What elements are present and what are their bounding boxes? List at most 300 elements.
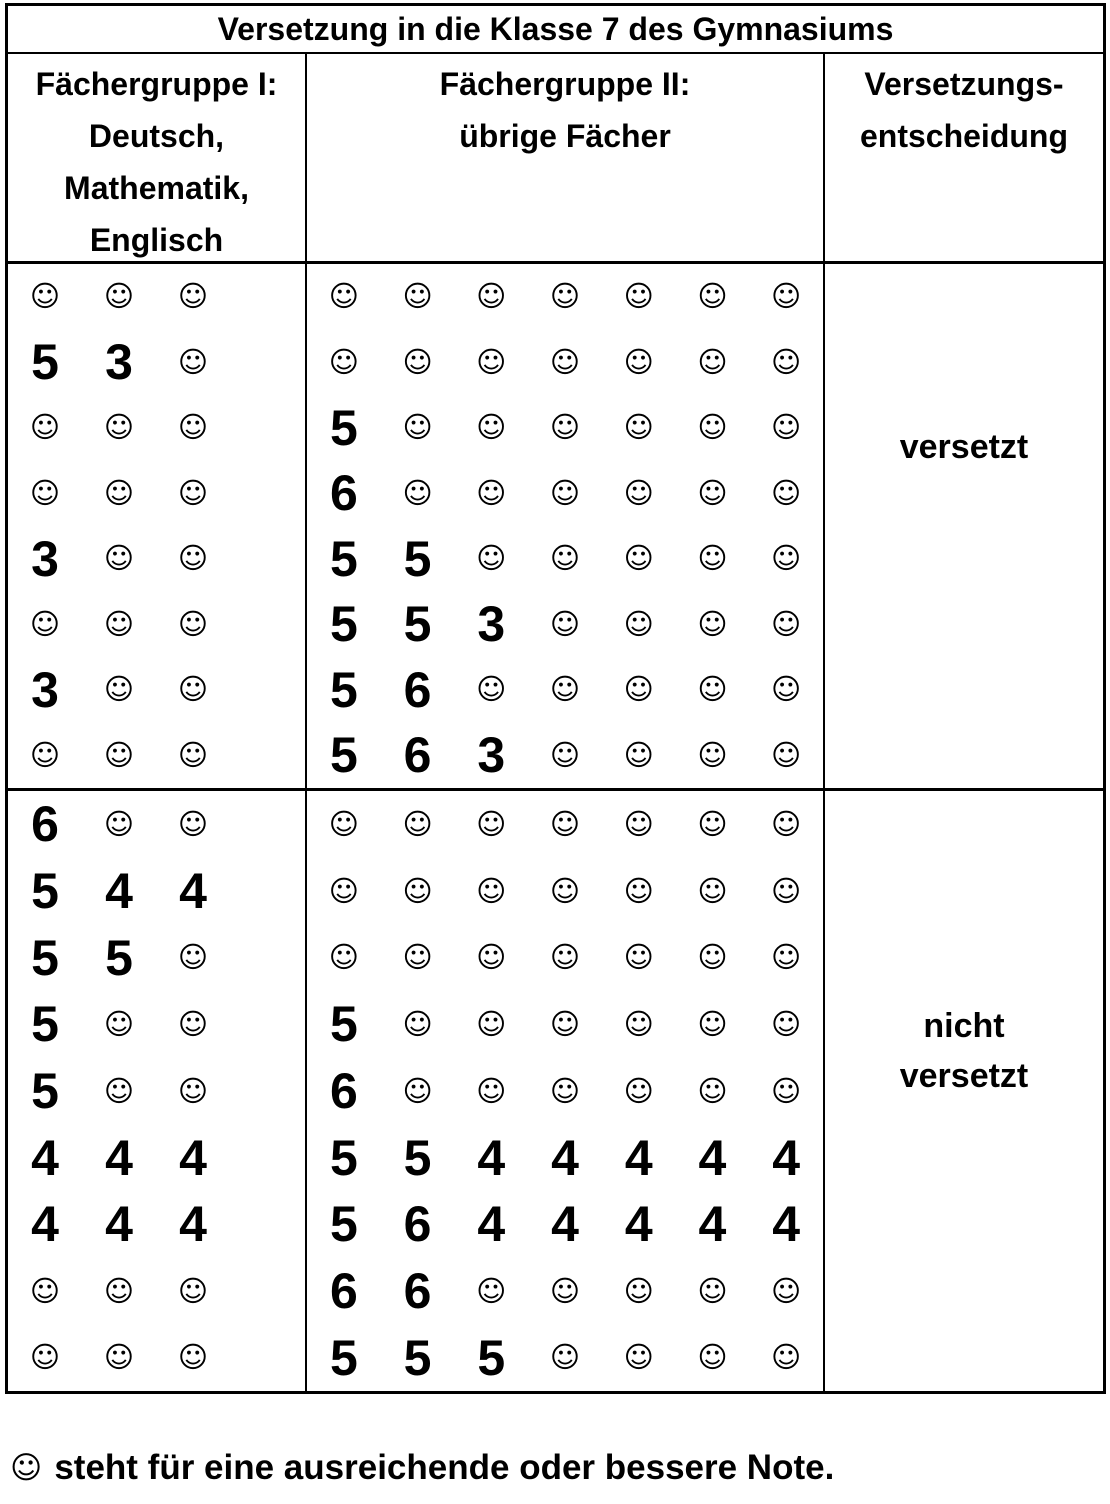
- smiley-icon: ☺: [402, 873, 433, 908]
- grade-cell: [454, 1273, 528, 1308]
- smiley-icon: ☺: [549, 344, 581, 379]
- grade-cell: [381, 1129, 455, 1186]
- smiley-icon: ☺: [328, 940, 359, 975]
- grade-cell: [454, 475, 528, 510]
- grade-cell: [528, 1129, 602, 1186]
- grade-cell: [676, 606, 750, 641]
- smiley-icon: ☺: [771, 1073, 802, 1108]
- smiley-icon: ☺: [177, 1006, 209, 1041]
- grade-cell: [528, 1273, 602, 1308]
- smiley-icon: ☺: [623, 940, 654, 975]
- grade-cell: [528, 344, 602, 379]
- smiley-icon: ☺: [10, 1449, 43, 1486]
- grade-cell: [381, 1073, 455, 1108]
- grade-cell: [156, 1196, 230, 1253]
- smiley-icon: ☺: [476, 873, 507, 908]
- grade-cell: [156, 1073, 230, 1108]
- grade-cell: [82, 606, 156, 641]
- grade-value: 6: [329, 1063, 358, 1120]
- grade-value: 5: [477, 1329, 506, 1386]
- grade-cell: [749, 410, 823, 445]
- decision-label: versetzt: [899, 1057, 1029, 1095]
- grade-row: [8, 1124, 305, 1191]
- grade-cell: [8, 1063, 82, 1120]
- grade-cell: [454, 279, 528, 314]
- grade-row: [8, 592, 305, 658]
- grade-cell: [602, 606, 676, 641]
- grade-value: 4: [698, 1196, 727, 1253]
- grade-cell: [82, 672, 156, 707]
- legend: [10, 1442, 834, 1494]
- grade-cell: [156, 863, 230, 919]
- grade-cell: [156, 475, 230, 510]
- smiley-icon: ☺: [771, 344, 802, 379]
- grade-row: [307, 1191, 823, 1258]
- grade-cell: [82, 1273, 156, 1308]
- header-versetzungsentscheidung: [825, 54, 1103, 261]
- smiley-icon: ☺: [549, 737, 581, 772]
- smiley-icon: ☺: [476, 344, 507, 379]
- smiley-icon: ☺: [476, 1273, 507, 1308]
- decision-label: nicht: [923, 1007, 1005, 1045]
- grade-cell: [528, 606, 602, 641]
- grade-cell: [82, 279, 156, 314]
- smiley-icon: ☺: [103, 606, 135, 641]
- smiley-icon: ☺: [177, 475, 209, 510]
- smiley-icon: ☺: [771, 806, 802, 841]
- smiley-icon: ☺: [623, 475, 654, 510]
- smiley-icon: ☺: [623, 1073, 654, 1108]
- grade-cell: [156, 344, 230, 379]
- smiley-icon: ☺: [177, 1340, 209, 1375]
- grade-cell: [381, 727, 455, 784]
- grade-cell: [749, 1340, 823, 1375]
- grade-value: 5: [403, 1129, 432, 1186]
- smiley-icon: ☺: [328, 344, 359, 379]
- grade-row: [307, 1058, 823, 1125]
- smiley-icon: ☺: [103, 1006, 135, 1041]
- grade-cell: [676, 1006, 750, 1041]
- grade-cell: [676, 940, 750, 975]
- smiley-icon: ☺: [771, 541, 802, 576]
- grade-row: [307, 858, 823, 925]
- grade-value: 4: [772, 1129, 801, 1186]
- smiley-icon: ☺: [476, 806, 507, 841]
- header-line: Mathematik,: [64, 170, 249, 206]
- grade-cell: [307, 1196, 381, 1253]
- grade-cell: [454, 541, 528, 576]
- grade-cell: [528, 410, 602, 445]
- grade-value: 4: [698, 1129, 727, 1186]
- grade-cell: [454, 727, 528, 784]
- grade-cell: [8, 1129, 82, 1186]
- grade-value: 3: [477, 727, 506, 784]
- smiley-icon: ☺: [29, 410, 61, 445]
- grade-cell: [82, 1340, 156, 1375]
- smiley-icon: ☺: [697, 541, 728, 576]
- grade-cell: [156, 1129, 230, 1186]
- grades-group1: [8, 264, 307, 788]
- grade-value: 4: [179, 863, 207, 919]
- smiley-icon: ☺: [549, 940, 581, 975]
- grade-value: 4: [477, 1196, 506, 1253]
- grade-cell: [307, 873, 381, 908]
- grade-cell: [749, 1073, 823, 1108]
- grade-cell: [454, 410, 528, 445]
- grade-cell: [8, 279, 82, 314]
- grade-value: 4: [105, 1196, 133, 1253]
- smiley-icon: ☺: [328, 279, 359, 314]
- grade-value: 4: [105, 1129, 133, 1186]
- grade-cell: [676, 541, 750, 576]
- smiley-icon: ☺: [771, 1340, 802, 1375]
- smiley-icon: ☺: [476, 940, 507, 975]
- grade-cell: [602, 806, 676, 841]
- smiley-icon: ☺: [623, 344, 654, 379]
- grade-value: 5: [329, 399, 358, 456]
- smiley-icon: ☺: [103, 541, 135, 576]
- grade-cell: [454, 1129, 528, 1186]
- smiley-icon: ☺: [549, 873, 581, 908]
- grade-cell: [307, 806, 381, 841]
- smiley-icon: ☺: [623, 410, 654, 445]
- smiley-icon: ☺: [623, 672, 654, 707]
- grade-cell: [8, 1196, 82, 1253]
- smiley-icon: ☺: [177, 606, 209, 641]
- grade-cell: [381, 806, 455, 841]
- smiley-icon: ☺: [476, 1006, 507, 1041]
- section-nicht-versetzt: [8, 791, 1103, 1391]
- grade-cell: [156, 606, 230, 641]
- grade-row: [8, 1191, 305, 1258]
- smiley-icon: ☺: [623, 737, 654, 772]
- decision-label: versetzt: [899, 428, 1029, 466]
- smiley-icon: ☺: [402, 475, 433, 510]
- grade-cell: [381, 596, 455, 653]
- grade-row: [307, 1258, 823, 1325]
- grade-cell: [156, 279, 230, 314]
- grade-cell: [602, 410, 676, 445]
- smiley-icon: ☺: [476, 541, 507, 576]
- grade-cell: [381, 1329, 455, 1386]
- grade-cell: [307, 1329, 381, 1386]
- grade-cell: [307, 530, 381, 587]
- grade-cell: [749, 1273, 823, 1308]
- smiley-icon: ☺: [697, 1006, 728, 1041]
- smiley-icon: ☺: [697, 1340, 728, 1375]
- header-line: Fächergruppe II:: [439, 66, 691, 102]
- smiley-icon: ☺: [697, 1073, 728, 1108]
- grade-cell: [676, 1196, 750, 1253]
- grade-cell: [528, 279, 602, 314]
- grade-value: 4: [551, 1129, 579, 1186]
- smiley-icon: ☺: [549, 1073, 581, 1108]
- grade-value: 6: [403, 727, 432, 784]
- grade-cell: [307, 279, 381, 314]
- grade-value: 4: [477, 1129, 506, 1186]
- grade-cell: [528, 541, 602, 576]
- grade-value: 5: [403, 530, 432, 587]
- grade-value: 6: [403, 661, 432, 718]
- smiley-icon: ☺: [771, 737, 802, 772]
- smiley-icon: ☺: [177, 541, 209, 576]
- smiley-icon: ☺: [402, 806, 433, 841]
- grade-cell: [528, 1006, 602, 1041]
- header-line: übrige Fächer: [459, 118, 671, 154]
- smiley-icon: ☺: [697, 940, 728, 975]
- smiley-icon: ☺: [623, 279, 654, 314]
- smiley-icon: ☺: [476, 410, 507, 445]
- grade-value: 5: [31, 334, 59, 391]
- grade-cell: [749, 672, 823, 707]
- grade-cell: [381, 940, 455, 975]
- smiley-icon: ☺: [29, 606, 61, 641]
- header-faechergruppe-2: [307, 54, 825, 261]
- grade-cell: [8, 1340, 82, 1375]
- smiley-icon: ☺: [623, 541, 654, 576]
- grade-cell: [8, 475, 82, 510]
- smiley-icon: ☺: [697, 737, 728, 772]
- header-line: Deutsch,: [88, 118, 225, 154]
- grade-cell: [8, 334, 82, 391]
- grade-cell: [749, 737, 823, 772]
- grade-row: [307, 723, 823, 789]
- grade-cell: [307, 465, 381, 522]
- grade-cell: [602, 344, 676, 379]
- grade-cell: [676, 475, 750, 510]
- legend-text: steht für eine ausreichende oder bessere Note.: [54, 1448, 835, 1487]
- grade-cell: [82, 1196, 156, 1253]
- smiley-icon: ☺: [402, 410, 433, 445]
- smiley-icon: ☺: [177, 1273, 209, 1308]
- grade-cell: [156, 410, 230, 445]
- grade-row: [8, 991, 305, 1058]
- grade-cell: [454, 806, 528, 841]
- smiley-icon: ☺: [623, 1340, 654, 1375]
- grade-cell: [528, 1073, 602, 1108]
- grade-cell: [676, 1340, 750, 1375]
- smiley-icon: ☺: [623, 1273, 654, 1308]
- grade-value: 5: [329, 1196, 358, 1253]
- grade-value: 4: [105, 863, 133, 919]
- header-line: entscheidung: [859, 118, 1068, 154]
- grade-row: [8, 330, 305, 396]
- smiley-icon: ☺: [697, 344, 728, 379]
- smiley-icon: ☺: [476, 475, 507, 510]
- smiley-icon: ☺: [549, 1273, 581, 1308]
- grade-cell: [528, 1340, 602, 1375]
- grade-cell: [307, 661, 381, 718]
- grade-cell: [8, 530, 82, 587]
- grade-value: 5: [31, 863, 59, 919]
- grade-row: [307, 264, 823, 330]
- smiley-icon: ☺: [771, 410, 802, 445]
- smiley-icon: ☺: [476, 1073, 507, 1108]
- smiley-icon: ☺: [549, 1340, 581, 1375]
- grade-value: 4: [179, 1196, 207, 1253]
- grade-cell: [676, 737, 750, 772]
- grade-row: [307, 791, 823, 858]
- grade-row: [307, 330, 823, 396]
- grade-cell: [454, 873, 528, 908]
- grade-value: 6: [31, 796, 59, 853]
- grade-row: [307, 657, 823, 723]
- smiley-icon: ☺: [549, 1006, 581, 1041]
- grade-value: 5: [329, 1129, 358, 1186]
- grade-value: 3: [477, 596, 506, 653]
- smiley-icon: ☺: [697, 806, 728, 841]
- smiley-icon: ☺: [697, 410, 728, 445]
- grade-cell: [749, 873, 823, 908]
- grade-cell: [307, 727, 381, 784]
- grade-cell: [381, 661, 455, 718]
- grade-row: [8, 924, 305, 991]
- smiley-icon: ☺: [328, 873, 359, 908]
- grade-cell: [454, 1196, 528, 1253]
- grade-row: [307, 461, 823, 527]
- grade-row: [307, 526, 823, 592]
- grade-cell: [602, 672, 676, 707]
- grade-cell: [82, 806, 156, 841]
- grades-group2: [307, 791, 825, 1391]
- smiley-icon: ☺: [402, 940, 433, 975]
- grade-row: [307, 592, 823, 658]
- grade-cell: [156, 737, 230, 772]
- grade-cell: [602, 1129, 676, 1186]
- grade-value: 5: [329, 1329, 358, 1386]
- grade-cell: [8, 996, 82, 1053]
- grade-row: [307, 924, 823, 991]
- grade-cell: [381, 1196, 455, 1253]
- grade-cell: [8, 661, 82, 718]
- grade-cell: [602, 737, 676, 772]
- grade-cell: [82, 410, 156, 445]
- grade-cell: [676, 1073, 750, 1108]
- grade-cell: [454, 672, 528, 707]
- grade-value: 3: [105, 334, 133, 391]
- grade-cell: [602, 1073, 676, 1108]
- grades-group1: [8, 791, 307, 1391]
- grade-cell: [749, 606, 823, 641]
- grade-cell: [749, 541, 823, 576]
- smiley-icon: ☺: [29, 1273, 61, 1308]
- grade-cell: [676, 806, 750, 841]
- grade-value: 4: [179, 1129, 207, 1186]
- grade-cell: [307, 1063, 381, 1120]
- grade-cell: [156, 672, 230, 707]
- smiley-icon: ☺: [771, 672, 802, 707]
- grade-cell: [8, 1273, 82, 1308]
- grade-value: 6: [403, 1263, 432, 1320]
- grade-cell: [307, 940, 381, 975]
- grade-cell: [381, 873, 455, 908]
- smiley-icon: ☺: [177, 737, 209, 772]
- grade-cell: [528, 475, 602, 510]
- grade-cell: [676, 873, 750, 908]
- smiley-icon: ☺: [549, 672, 581, 707]
- grade-cell: [307, 1129, 381, 1186]
- smiley-icon: ☺: [177, 940, 209, 975]
- grade-cell: [749, 806, 823, 841]
- smiley-icon: ☺: [402, 1006, 433, 1041]
- grade-row: [307, 1324, 823, 1391]
- grade-value: 4: [624, 1196, 653, 1253]
- smiley-icon: ☺: [549, 475, 581, 510]
- grade-cell: [82, 334, 156, 391]
- smiley-icon: ☺: [549, 541, 581, 576]
- grade-cell: [82, 475, 156, 510]
- smiley-icon: ☺: [697, 672, 728, 707]
- grade-value: 4: [31, 1196, 59, 1253]
- grade-cell: [602, 1273, 676, 1308]
- smiley-icon: ☺: [29, 475, 61, 510]
- smiley-icon: ☺: [177, 410, 209, 445]
- grade-cell: [8, 606, 82, 641]
- smiley-icon: ☺: [697, 1273, 728, 1308]
- grade-cell: [602, 1196, 676, 1253]
- grade-row: [8, 395, 305, 461]
- grade-cell: [749, 475, 823, 510]
- grade-cell: [749, 279, 823, 314]
- grade-cell: [8, 737, 82, 772]
- grade-row: [8, 791, 305, 858]
- smiley-icon: ☺: [476, 672, 507, 707]
- table-title: Versetzung in die Klasse 7 des Gymnasiums: [8, 6, 1103, 54]
- grade-cell: [528, 672, 602, 707]
- grade-cell: [749, 1006, 823, 1041]
- grade-cell: [749, 940, 823, 975]
- smiley-icon: ☺: [177, 672, 209, 707]
- grade-cell: [749, 344, 823, 379]
- grade-cell: [602, 940, 676, 975]
- smiley-icon: ☺: [623, 806, 654, 841]
- grade-cell: [454, 1073, 528, 1108]
- table-header-row: [8, 54, 1103, 264]
- grade-cell: [749, 1129, 823, 1186]
- smiley-icon: ☺: [177, 279, 209, 314]
- grade-cell: [381, 344, 455, 379]
- grade-value: 4: [624, 1129, 653, 1186]
- grade-cell: [82, 1129, 156, 1186]
- smiley-icon: ☺: [402, 1073, 433, 1108]
- grade-cell: [82, 1006, 156, 1041]
- grade-cell: [307, 344, 381, 379]
- smiley-icon: ☺: [103, 279, 135, 314]
- smiley-icon: ☺: [771, 279, 802, 314]
- grade-value: 5: [403, 596, 432, 653]
- smiley-icon: ☺: [697, 606, 728, 641]
- grade-value: 6: [329, 465, 358, 522]
- grade-value: 5: [329, 530, 358, 587]
- smiley-icon: ☺: [771, 606, 802, 641]
- grade-cell: [528, 873, 602, 908]
- grade-value: 5: [31, 929, 59, 986]
- grade-cell: [381, 410, 455, 445]
- smiley-icon: ☺: [623, 1006, 654, 1041]
- grade-cell: [454, 344, 528, 379]
- smiley-icon: ☺: [103, 1340, 135, 1375]
- smiley-icon: ☺: [29, 737, 61, 772]
- header-line: Fächergruppe I:: [35, 66, 278, 102]
- smiley-icon: ☺: [103, 410, 135, 445]
- smiley-icon: ☺: [771, 475, 802, 510]
- grade-cell: [602, 475, 676, 510]
- smiley-icon: ☺: [771, 1006, 802, 1041]
- smiley-icon: ☺: [103, 806, 135, 841]
- decision-cell: [825, 791, 1103, 1391]
- grade-cell: [528, 1196, 602, 1253]
- smiley-icon: ☺: [549, 606, 581, 641]
